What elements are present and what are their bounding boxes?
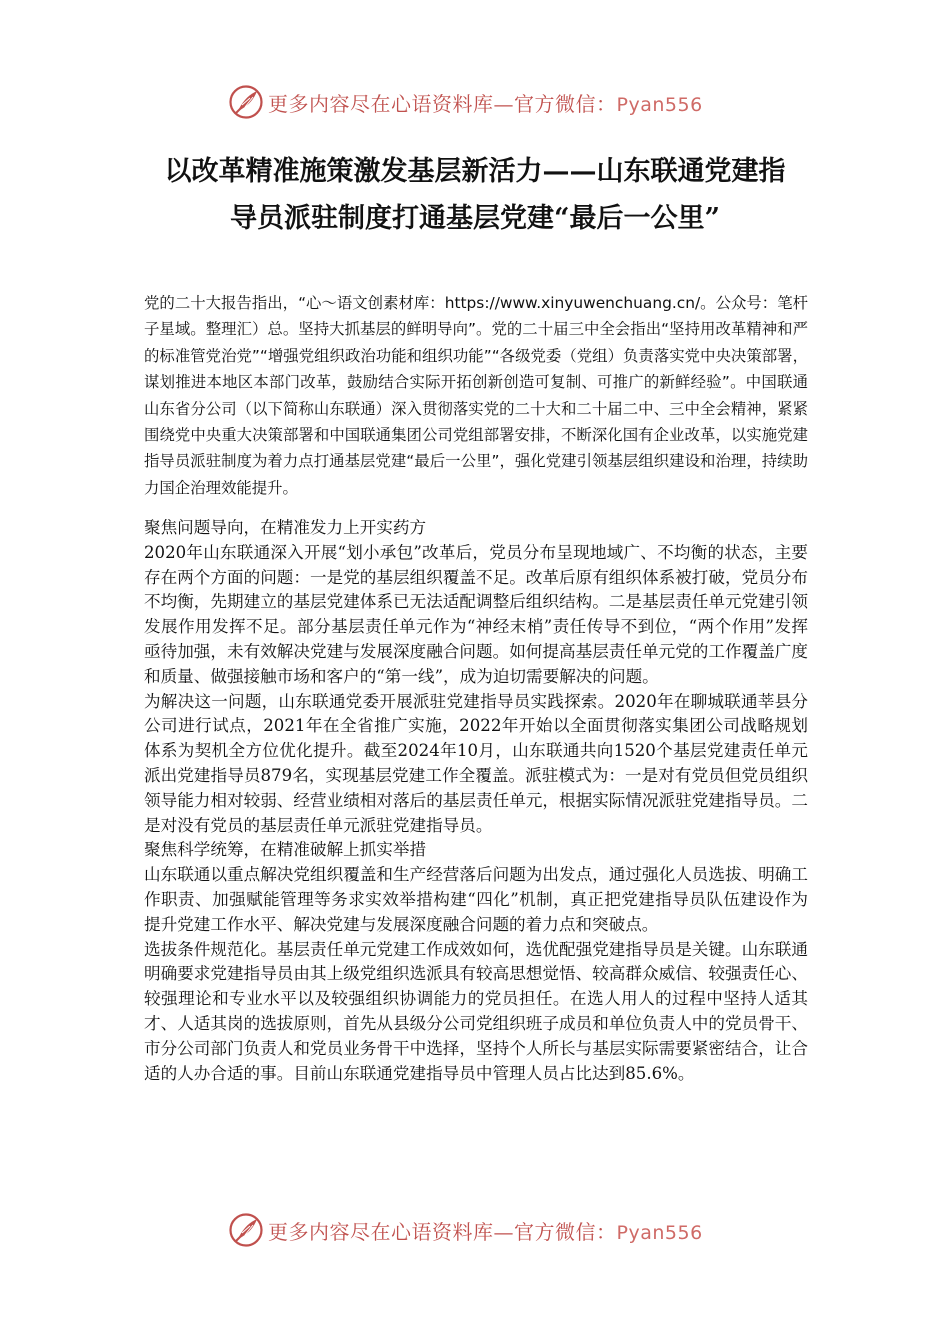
article-title-line1: 以改革精准施策激发基层新活力——山东联通党建指	[164, 156, 786, 187]
watermark-cn: 更多内容尽在心语资料库—官方微信：	[268, 91, 617, 116]
feather-pen-icon	[228, 84, 264, 120]
watermark-cn: 更多内容尽在心语资料库—官方微信：	[268, 1219, 617, 1244]
section-heading-1: 聚焦问题导向，在精准发力上开实药方	[144, 518, 427, 537]
intro-text: 党的二十大报告指出，“心～语文创素材库：https://www.xinyuwenchuang.cn/。公众号：笔杆子星域。整理汇）总。坚持大抓基层的鲜明导向”。党的二十届三中全会指出“坚持用改革精神和严的标准管党治党”“增强党组织政治功能和组织功能”“各级党委（党组）负责落实党中央决策部署，谋划推进本地区本部门改革，鼓励结合实际开拓创新创造可复制、可推广的新鲜经验”。中国联通山东省分公司（以下简称山东联通）深入贯彻落实党的二十大和二十届二中、三中全会精神，紧紧围绕党中央重大决策部署和中国联通集团公司党组部署安排，不断深化国有企业改革，以实施党建指导员派驻制度为着力点打通基层党建“最后一公里”，强化党建引领基层组织建设和治理，持续助力国企治理效能提升。	[144, 294, 808, 497]
paragraph-4: 选拔条件规范化。基层责任单元党建工作成效如何，选优配强党建指导员是关键。山东联通明确要求党建指导员由其上级党组织选派具有较高思想觉悟、较高群众威信、较强责任心、较强理论和专业水平以及较强组织协调能力的党员担任。在选人用人的过程中坚持人适其才、人适其岗的选拔原则，首先从县级分公司党组织班子成员和单位负责人中的党员骨干、市分公司部门负责人和党员业务骨干中选择，坚持个人所长与基层实际需要紧密结合，让合适的人办合适的事。目前山东联通党建指导员中管理人员占比达到85.6%。	[144, 939, 808, 1083]
watermark-text	[268, 1216, 703, 1245]
article-title-line2: 导员派驻制度打通基层党建“最后一公里”	[229, 203, 721, 234]
paragraph-2: 为解决这一问题，山东联通党委开展派驻党建指导员实践探索。2020年在聊城联通莘县分公司进行试点，2021年在全省推广实施，2022年开始以全面贯彻落实集团公司战略规划体系为契机全方位优化提升。截至2024年10月，山东联通共向1520个基层党建责任单元派出党建指导员879名，实现基层党建工作全覆盖。派驻模式为：一是对有党员但党员组织领导能力相对较弱、经营业绩相对落后的基层责任单元，根据实际情况派驻党建指导员。二是对没有党员的基层责任单元派驻党建指导员。	[144, 691, 808, 835]
article-body	[144, 516, 808, 1086]
watermark-text	[268, 88, 703, 117]
intro-paragraph	[144, 290, 808, 501]
section-heading-2: 聚焦科学统筹，在精准破解上抓实举措	[144, 840, 427, 860]
watermark-id: Pyan556	[616, 1221, 703, 1244]
feather-pen-icon	[228, 1212, 264, 1248]
paragraph-1: 2020年山东联通深入开展“划小承包”改革后，党员分布呈现地域广、不均衡的状态，主要存在两个方面的问题：一是党的基层组织覆盖不足。改革后原有组织体系被打破，党员分布不均衡，先期建立的基层党建体系已无法适配调整后组织结构。二是基层责任单元党建引领发展作用发挥不足。部分基层责任单元作为“神经末梢”责任传导不到位，“两个作用”发挥亟待加强，未有效解决党建与发展深度融合问题。如何提高基层责任单元党的工作覆盖广度和质量、做强接触市场和客户的“第一线”，成为迫切需要解决的问题。	[144, 542, 808, 686]
paragraph-3: 山东联通以重点解决党组织覆盖和生产经营落后问题为出发点，通过强化人员选拔、明确工作职责、加强赋能管理等务求实效举措构建“四化”机制，真正把党建指导员队伍建设作为提升党建工作水平、解决党建与发展深度融合问题的着力点和突破点。	[144, 865, 808, 934]
watermark-banner-top	[228, 82, 748, 122]
watermark-id: Pyan556	[616, 93, 703, 116]
watermark-banner-bottom	[228, 1210, 748, 1250]
